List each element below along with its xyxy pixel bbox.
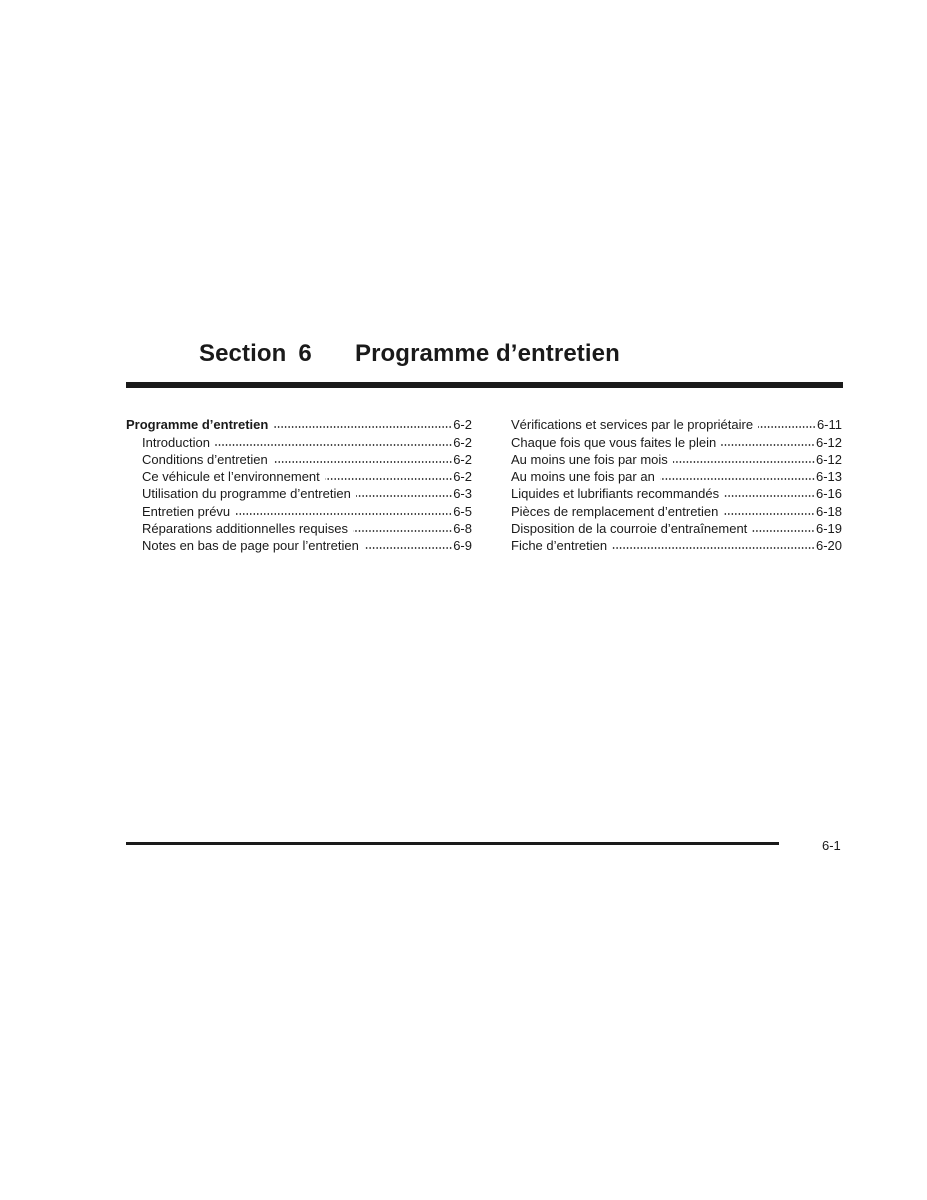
toc-entry-page: 6-2 [453,451,472,467]
toc-entry [126,519,472,536]
toc-entry-page: 6-12 [815,451,842,467]
toc-entry-page: 6-2 [453,417,472,433]
toc-entry [126,432,472,449]
toc-entry [126,484,472,501]
toc-entry-page: 6-19 [815,521,842,537]
toc-entry [511,536,842,553]
toc-entry [126,501,472,518]
toc-entry-label: Disposition de la courroie d’entraînement [511,521,748,537]
footer-rule [126,842,779,845]
toc-dot-leader [758,425,816,429]
toc-entry-page: 6-3 [453,486,472,502]
toc-dot-leader [353,529,452,533]
toc-entry-page: 6-18 [815,503,842,519]
toc-column-right [511,415,842,553]
toc-dot-leader [325,477,452,481]
toc-entry-label: Notes en bas de page pour l’entretien [142,538,359,554]
toc-entry [126,450,472,467]
toc-entry [511,484,842,501]
toc-entry-label: Liquides et lubrifiants recommandés [511,486,720,502]
toc-entry-page: 6-8 [453,521,472,537]
toc-entry-label: Programme d’entretien [126,417,269,433]
toc-entry-label: Au moins une fois par an [511,469,655,485]
toc-entry-page: 6-9 [453,538,472,554]
toc-entry [511,519,842,536]
toc-entry-label: Fiche d’entretien [511,538,608,554]
toc-entry-label: Chaque fois que vous faites le plein [511,434,717,450]
toc-entry-label: Utilisation du programme d’entretien [142,486,351,502]
section-label: Section [199,340,287,367]
toc-entry-label: Introduction [142,434,210,450]
section-title: Programme d’entretien [355,340,620,367]
page-number: 6-1 [822,838,841,853]
toc-entry-label: Au moins une fois par mois [511,451,668,467]
toc-dot-leader [724,494,815,498]
toc-entry [511,501,842,518]
toc-dot-leader [356,494,452,498]
toc-dot-leader [612,546,815,550]
toc-entry-label: Conditions d’entretien [142,451,268,467]
heading-rule [126,382,843,388]
toc-entry-label: Pièces de remplacement d’entretien [511,503,719,519]
toc-entry-label: Entretien prévu [142,503,231,519]
toc-dot-leader [364,546,452,550]
toc-entry-page: 6-2 [453,434,472,450]
toc-entry-page: 6-13 [815,469,842,485]
toc-dot-leader [723,512,815,516]
toc-entry [511,415,842,432]
toc-dot-leader [235,512,452,516]
toc-dot-leader [721,443,815,447]
section-number: 6 [298,340,312,367]
toc-dot-leader [752,529,815,533]
toc-entry [511,467,842,484]
toc-entry [126,536,472,553]
toc-dot-leader [273,425,452,429]
section-heading [199,340,620,368]
toc-entry [511,432,842,449]
toc-entry [126,415,472,432]
toc-column-left [126,415,472,553]
toc-entry-label: Vérifications et services par le propriétaire [511,417,754,433]
toc-entry-page: 6-20 [815,538,842,554]
toc-entry [511,450,842,467]
toc-entry-page: 6-16 [815,486,842,502]
toc-entry-label: Ce véhicule et l’environnement [142,469,320,485]
toc-entry-page: 6-2 [453,469,472,485]
toc-dot-leader [215,443,452,447]
toc-entry-label: Réparations additionnelles requises [142,521,348,537]
toc-dot-leader [273,460,452,464]
toc-entry [126,467,472,484]
toc-entry-page: 6-11 [816,417,842,433]
toc-entry-page: 6-12 [815,434,842,450]
toc-dot-leader [660,477,815,481]
toc-dot-leader [673,460,815,464]
toc-entry-page: 6-5 [453,503,472,519]
